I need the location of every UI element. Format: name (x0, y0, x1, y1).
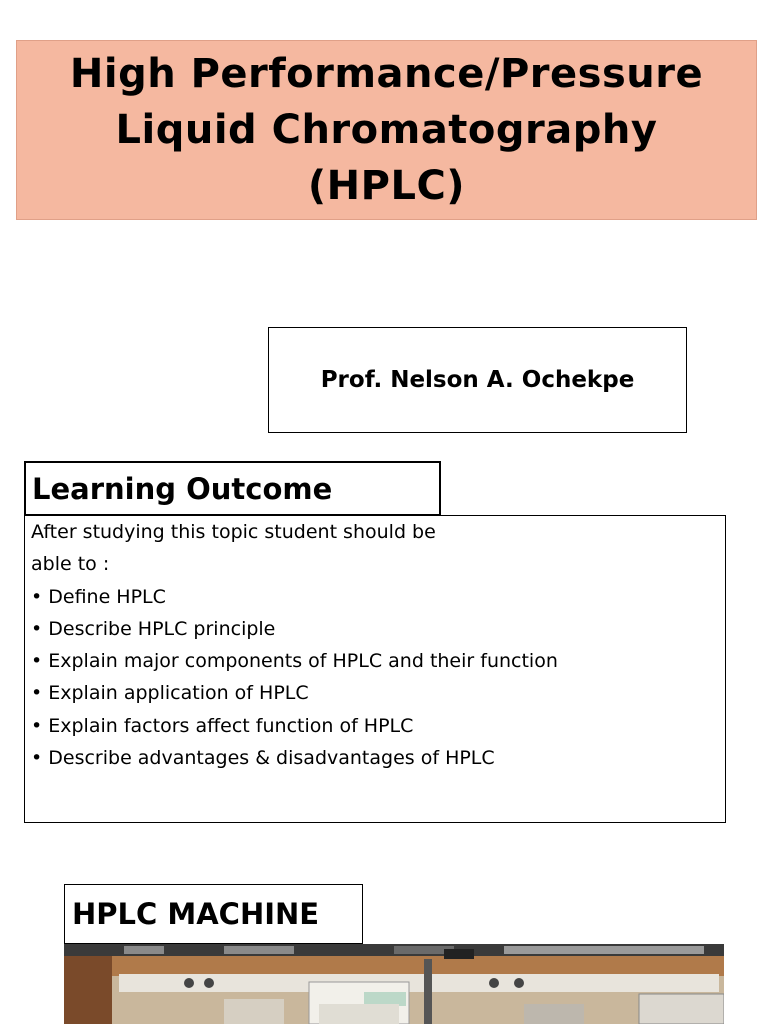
list-item: • Describe HPLC principle (31, 617, 276, 640)
list-item: • Explain major components of HPLC and their function (31, 650, 558, 673)
list-item: • Explain factors affect function of HPLC (31, 714, 414, 737)
list-item: • Describe advantages & disadvantages of HPLC (31, 747, 495, 770)
list-item: • Define HPLC (31, 585, 166, 608)
author-box (268, 327, 687, 433)
title-banner (16, 40, 757, 220)
list-item: • Explain application of HPLC (31, 682, 309, 705)
title-line-3: (HPLC) (307, 163, 466, 209)
author-name: Prof. Nelson A. Ochekpe (320, 367, 635, 393)
hplc-machine-photo (64, 944, 724, 1024)
hplc-machine-header (64, 884, 363, 944)
intro-line: able to : (31, 553, 110, 576)
hplc-machine-illustration (64, 944, 724, 1024)
title-line-2: Liquid Chromatography (115, 107, 658, 153)
learning-outcome-list (24, 515, 726, 823)
learning-outcome-header (24, 461, 441, 516)
title-line-1: High Performance/Pressure (69, 51, 704, 97)
hplc-machine-heading: HPLC MACHINE (72, 897, 320, 931)
slide-title (70, 46, 703, 214)
intro-line: After studying this topic student should be (31, 521, 436, 543)
learning-outcome-heading: Learning Outcome (32, 471, 333, 506)
